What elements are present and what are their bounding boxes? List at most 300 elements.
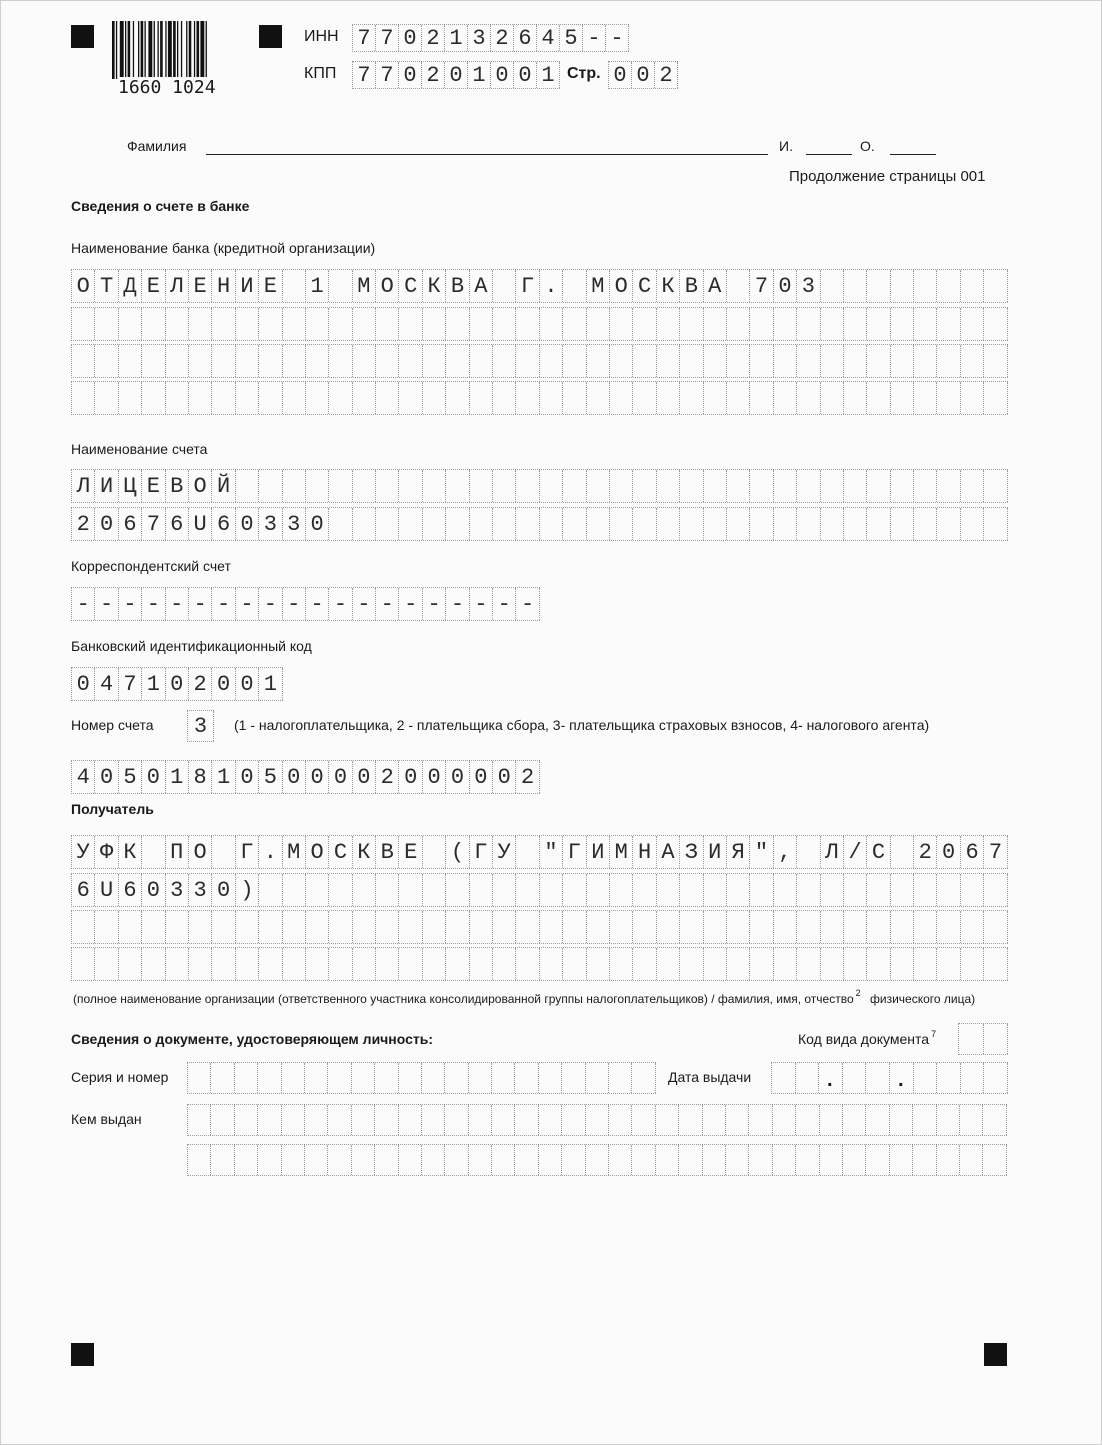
- char-cell: 0: [937, 836, 960, 868]
- char-cell: [399, 308, 422, 340]
- char-cell: [376, 508, 399, 540]
- char-cell: [353, 345, 376, 377]
- char-cell: [445, 1105, 468, 1135]
- inn-field[interactable]: [352, 24, 629, 52]
- char-cell: У: [493, 836, 516, 868]
- char-cell: [937, 1145, 960, 1175]
- char-cell: [633, 470, 656, 502]
- char-cell: 6: [166, 508, 189, 540]
- barcode-bar: [148, 21, 152, 79]
- char-cell: [820, 1145, 843, 1175]
- char-cell: [610, 948, 633, 980]
- char-cell: ): [236, 874, 259, 906]
- char-cell: [72, 948, 95, 980]
- char-cell: 8: [189, 761, 212, 793]
- char-cell: [493, 270, 516, 302]
- char-cell: [774, 470, 797, 502]
- char-cell: [587, 508, 610, 540]
- char-cell: 0: [142, 761, 165, 793]
- barcode-bar: [145, 21, 146, 79]
- initial-i-line[interactable]: [806, 154, 852, 155]
- char-cell: [821, 308, 844, 340]
- char-cell: [680, 345, 703, 377]
- char-cell: [306, 470, 329, 502]
- char-cell: 3: [797, 270, 820, 302]
- char-cell: [258, 1145, 281, 1175]
- char-cell: [704, 874, 727, 906]
- char-cell: 7: [353, 62, 376, 88]
- char-cell: [375, 1105, 398, 1135]
- char-cell: [984, 874, 1007, 906]
- char-cell: [328, 1105, 351, 1135]
- page-number-field[interactable]: [608, 61, 678, 89]
- char-cell: [283, 948, 306, 980]
- char-cell: 0: [632, 62, 655, 88]
- barcode-bar: [206, 21, 207, 79]
- char-cell: -: [212, 588, 235, 620]
- char-cell: Е: [189, 270, 212, 302]
- char-cell: 4: [537, 25, 560, 51]
- char-cell: [329, 382, 352, 414]
- char-cell: [633, 874, 656, 906]
- recipient-row-2[interactable]: [71, 873, 1008, 907]
- char-cell: [632, 1063, 655, 1093]
- char-cell: 0: [236, 761, 259, 793]
- char-cell: А: [470, 270, 493, 302]
- char-cell: [633, 308, 656, 340]
- char-cell: [445, 1145, 468, 1175]
- char-cell: (: [446, 836, 469, 868]
- char-cell: [984, 911, 1007, 943]
- char-cell: [540, 382, 563, 414]
- char-cell: [563, 270, 586, 302]
- barcode-bar: [197, 21, 200, 79]
- char-cell: [797, 836, 820, 868]
- char-cell: [749, 1105, 772, 1135]
- char-cell: [376, 874, 399, 906]
- char-cell: [283, 911, 306, 943]
- char-cell: [796, 1145, 819, 1175]
- char-cell: [609, 1145, 632, 1175]
- char-cell: [212, 836, 235, 868]
- char-cell: М: [353, 270, 376, 302]
- kpp-field[interactable]: [352, 61, 560, 89]
- bik-label: Банковский идентификационный код: [71, 638, 312, 654]
- char-cell: [960, 1105, 983, 1135]
- char-cell: [446, 508, 469, 540]
- char-cell: [843, 1063, 867, 1093]
- char-cell: У: [72, 836, 95, 868]
- char-cell: [423, 382, 446, 414]
- char-cell: [329, 308, 352, 340]
- char-cell: [516, 874, 539, 906]
- char-cell: [961, 911, 984, 943]
- char-cell: Н: [212, 270, 235, 302]
- char-cell: [399, 948, 422, 980]
- char-cell: 1: [259, 668, 282, 700]
- surname-line[interactable]: [206, 154, 768, 155]
- char-cell: -: [329, 588, 352, 620]
- char-cell: [189, 948, 212, 980]
- char-cell: [259, 470, 282, 502]
- char-cell: [469, 1105, 492, 1135]
- series-number-field[interactable]: [187, 1062, 656, 1094]
- char-cell: [961, 874, 984, 906]
- char-cell: [984, 1024, 1009, 1054]
- char-cell: [540, 308, 563, 340]
- char-cell: [188, 1105, 211, 1135]
- char-cell: [796, 1105, 819, 1135]
- char-cell: [867, 382, 890, 414]
- char-cell: [821, 508, 844, 540]
- char-cell: 1: [537, 62, 560, 88]
- char-cell: [890, 1145, 913, 1175]
- char-cell: [166, 345, 189, 377]
- char-cell: [539, 1063, 562, 1093]
- char-cell: [984, 470, 1007, 502]
- char-cell: -: [399, 588, 422, 620]
- char-cell: [867, 308, 890, 340]
- char-cell: [376, 948, 399, 980]
- char-cell: [189, 382, 212, 414]
- char-cell: [516, 308, 539, 340]
- bank-name-row-3[interactable]: [71, 344, 1008, 378]
- char-cell: 0: [142, 874, 165, 906]
- char-cell: [914, 382, 937, 414]
- char-cell: 6: [119, 874, 142, 906]
- char-cell: Й: [212, 470, 235, 502]
- corner-marker-bottom-left: [71, 1343, 94, 1366]
- char-cell: [399, 1105, 422, 1135]
- barcode-bar: [186, 21, 187, 79]
- char-cell: 1: [306, 270, 329, 302]
- char-cell: [891, 270, 914, 302]
- char-cell: -: [606, 25, 629, 51]
- char-cell: -: [236, 588, 259, 620]
- char-cell: -: [72, 588, 95, 620]
- char-cell: [797, 508, 820, 540]
- char-cell: [913, 1145, 936, 1175]
- char-cell: [774, 382, 797, 414]
- char-cell: [516, 382, 539, 414]
- char-cell: [142, 382, 165, 414]
- char-cell: [212, 345, 235, 377]
- char-cell: 0: [399, 62, 422, 88]
- char-cell: [891, 508, 914, 540]
- char-cell: ,: [774, 836, 797, 868]
- issue-date-field[interactable]: [771, 1062, 1008, 1094]
- char-cell: К: [423, 270, 446, 302]
- char-cell: [119, 382, 142, 414]
- char-cell: -: [470, 588, 493, 620]
- char-cell: [937, 308, 960, 340]
- char-cell: [211, 1145, 234, 1175]
- char-cell: С: [399, 270, 422, 302]
- char-cell: [493, 308, 516, 340]
- char-cell: [959, 1024, 984, 1054]
- issued-by-row-2[interactable]: [187, 1144, 1007, 1176]
- char-cell: [984, 948, 1007, 980]
- char-cell: И: [587, 836, 610, 868]
- char-cell: 0: [470, 761, 493, 793]
- char-cell: [469, 1145, 492, 1175]
- char-cell: [353, 911, 376, 943]
- char-cell: [516, 470, 539, 502]
- barcode-bar: [200, 21, 204, 79]
- bank-name-row-1[interactable]: [71, 269, 1008, 303]
- char-cell: [727, 911, 750, 943]
- char-cell: [844, 948, 867, 980]
- char-cell: 0: [399, 761, 422, 793]
- char-cell: [540, 470, 563, 502]
- barcode-bar: [138, 21, 139, 79]
- char-cell: [166, 911, 189, 943]
- char-cell: 0: [166, 668, 189, 700]
- char-cell: Я: [727, 836, 750, 868]
- char-cell: [469, 1063, 492, 1093]
- char-cell: [610, 508, 633, 540]
- char-cell: [937, 382, 960, 414]
- char-cell: [656, 1145, 679, 1175]
- char-cell: [306, 874, 329, 906]
- char-cell: [891, 345, 914, 377]
- char-cell: [329, 508, 352, 540]
- char-cell: Е: [142, 270, 165, 302]
- account-number-field[interactable]: [71, 760, 540, 794]
- char-cell: 1: [212, 761, 235, 793]
- corner-marker-bottom-right: [984, 1343, 1007, 1366]
- char-cell: [633, 345, 656, 377]
- char-cell: [843, 1105, 866, 1135]
- char-cell: [821, 874, 844, 906]
- barcode-bar: [173, 21, 176, 79]
- char-cell: -: [119, 588, 142, 620]
- char-cell: [563, 948, 586, 980]
- char-cell: [329, 470, 352, 502]
- char-cell: [914, 345, 937, 377]
- char-cell: 3: [189, 874, 212, 906]
- char-cell: [212, 911, 235, 943]
- char-cell: [493, 470, 516, 502]
- char-cell: [610, 874, 633, 906]
- char-cell: [283, 874, 306, 906]
- char-cell: -: [493, 588, 516, 620]
- char-cell: [937, 1063, 961, 1093]
- char-cell: М: [610, 836, 633, 868]
- char-cell: [914, 270, 937, 302]
- issued-by-row-1[interactable]: [187, 1104, 1007, 1136]
- char-cell: [750, 948, 773, 980]
- identity-doc-title: Сведения о документе, удостоверяющем личность:: [71, 1031, 434, 1047]
- char-cell: Г: [236, 836, 259, 868]
- char-cell: [282, 1145, 305, 1175]
- char-cell: [72, 382, 95, 414]
- char-cell: [492, 1145, 515, 1175]
- char-cell: [166, 308, 189, 340]
- char-cell: [399, 1145, 422, 1175]
- char-cell: С: [329, 836, 352, 868]
- char-cell: [375, 1063, 398, 1093]
- char-cell: [563, 508, 586, 540]
- char-cell: [423, 308, 446, 340]
- char-cell: [750, 874, 773, 906]
- recipient-row-4[interactable]: [71, 947, 1008, 981]
- char-cell: [890, 1105, 913, 1135]
- char-cell: [211, 1105, 234, 1135]
- char-cell: [563, 308, 586, 340]
- char-cell: [283, 382, 306, 414]
- char-cell: [399, 1063, 422, 1093]
- char-cell: [399, 382, 422, 414]
- char-cell: [142, 911, 165, 943]
- char-cell: [680, 948, 703, 980]
- char-cell: [960, 1145, 983, 1175]
- char-cell: 2: [189, 668, 212, 700]
- account-name-row-2[interactable]: [71, 507, 1008, 541]
- char-cell: 4: [95, 668, 118, 700]
- char-cell: [891, 948, 914, 980]
- surname-label: Фамилия: [127, 138, 187, 154]
- char-cell: [516, 948, 539, 980]
- char-cell: 0: [283, 761, 306, 793]
- char-cell: [914, 911, 937, 943]
- char-cell: [446, 345, 469, 377]
- char-cell: [587, 382, 610, 414]
- char-cell: [399, 874, 422, 906]
- char-cell: [984, 270, 1007, 302]
- barcode-bar: [112, 21, 115, 79]
- account-type-field[interactable]: [187, 710, 214, 742]
- char-cell: [610, 382, 633, 414]
- char-cell: [774, 948, 797, 980]
- doc-code-field[interactable]: [958, 1023, 1008, 1055]
- char-cell: [867, 345, 890, 377]
- char-cell: [587, 911, 610, 943]
- recipient-row-1[interactable]: [71, 835, 1008, 869]
- char-cell: [353, 508, 376, 540]
- char-cell: [563, 470, 586, 502]
- account-number-label: Номер счета: [71, 717, 154, 733]
- char-cell: [772, 1063, 796, 1093]
- char-cell: 2: [914, 836, 937, 868]
- char-cell: [259, 308, 282, 340]
- recipient-row-3[interactable]: [71, 910, 1008, 944]
- barcode-bar: [194, 21, 195, 79]
- char-cell: [657, 470, 680, 502]
- char-cell: [797, 874, 820, 906]
- char-cell: [610, 345, 633, 377]
- char-cell: [563, 911, 586, 943]
- char-cell: С: [633, 270, 656, 302]
- char-cell: [235, 1105, 258, 1135]
- char-cell: 7: [119, 668, 142, 700]
- char-cell: [189, 345, 212, 377]
- initial-o-line[interactable]: [890, 154, 936, 155]
- bik-field[interactable]: [71, 667, 283, 701]
- char-cell: М: [283, 836, 306, 868]
- char-cell: [680, 470, 703, 502]
- corner-marker-top-mid: [259, 25, 282, 48]
- char-cell: Ф: [95, 836, 118, 868]
- char-cell: К: [353, 836, 376, 868]
- char-cell: 0: [95, 508, 118, 540]
- char-cell: [750, 345, 773, 377]
- char-cell: [329, 270, 352, 302]
- bank-name-row-4[interactable]: [71, 381, 1008, 415]
- char-cell: 7: [376, 25, 399, 51]
- char-cell: И: [704, 836, 727, 868]
- char-cell: [236, 382, 259, 414]
- char-cell: [704, 911, 727, 943]
- char-cell: [329, 911, 352, 943]
- char-cell: [259, 874, 282, 906]
- char-cell: [306, 308, 329, 340]
- char-cell: [914, 470, 937, 502]
- char-cell: [212, 308, 235, 340]
- char-cell: 1: [445, 25, 468, 51]
- char-cell: [657, 874, 680, 906]
- char-cell: [563, 874, 586, 906]
- char-cell: [259, 345, 282, 377]
- char-cell: [399, 911, 422, 943]
- doc-code-label: [798, 1031, 936, 1049]
- char-cell: [961, 308, 984, 340]
- char-cell: [376, 382, 399, 414]
- char-cell: [470, 382, 493, 414]
- char-cell: -: [423, 588, 446, 620]
- account-name-row-1[interactable]: [71, 469, 1008, 503]
- barcode-bar: [160, 21, 163, 79]
- barcode-number: 1660 1024: [118, 77, 238, 98]
- char-cell: [493, 874, 516, 906]
- char-cell: [844, 911, 867, 943]
- char-cell: [891, 470, 914, 502]
- char-cell: [353, 874, 376, 906]
- bank-name-row-2[interactable]: [71, 307, 1008, 341]
- char-cell: 0: [236, 508, 259, 540]
- char-cell: [914, 1063, 938, 1093]
- corr-account-field[interactable]: [71, 587, 540, 621]
- char-cell: [446, 470, 469, 502]
- char-cell: [376, 345, 399, 377]
- char-cell: 0: [445, 62, 468, 88]
- char-cell: -: [583, 25, 606, 51]
- barcode-bar: [181, 21, 182, 79]
- barcode-bar: [141, 21, 144, 79]
- char-cell: [704, 382, 727, 414]
- char-cell: [586, 1063, 609, 1093]
- char-cell: 0: [72, 668, 95, 700]
- char-cell: В: [166, 470, 189, 502]
- char-cell: [821, 911, 844, 943]
- initial-i-label: И.: [779, 138, 793, 154]
- char-cell: [258, 1105, 281, 1135]
- char-cell: 2: [422, 62, 445, 88]
- char-cell: [306, 382, 329, 414]
- char-cell: [937, 874, 960, 906]
- char-cell: [212, 948, 235, 980]
- char-cell: [703, 1105, 726, 1135]
- char-cell: [586, 1105, 609, 1135]
- char-cell: [142, 308, 165, 340]
- char-cell: [587, 948, 610, 980]
- char-cell: [914, 308, 937, 340]
- char-cell: 1: [166, 761, 189, 793]
- char-cell: [844, 382, 867, 414]
- recipient-note-text-end: физического лица): [870, 992, 976, 1006]
- char-cell: [516, 345, 539, 377]
- char-cell: [353, 382, 376, 414]
